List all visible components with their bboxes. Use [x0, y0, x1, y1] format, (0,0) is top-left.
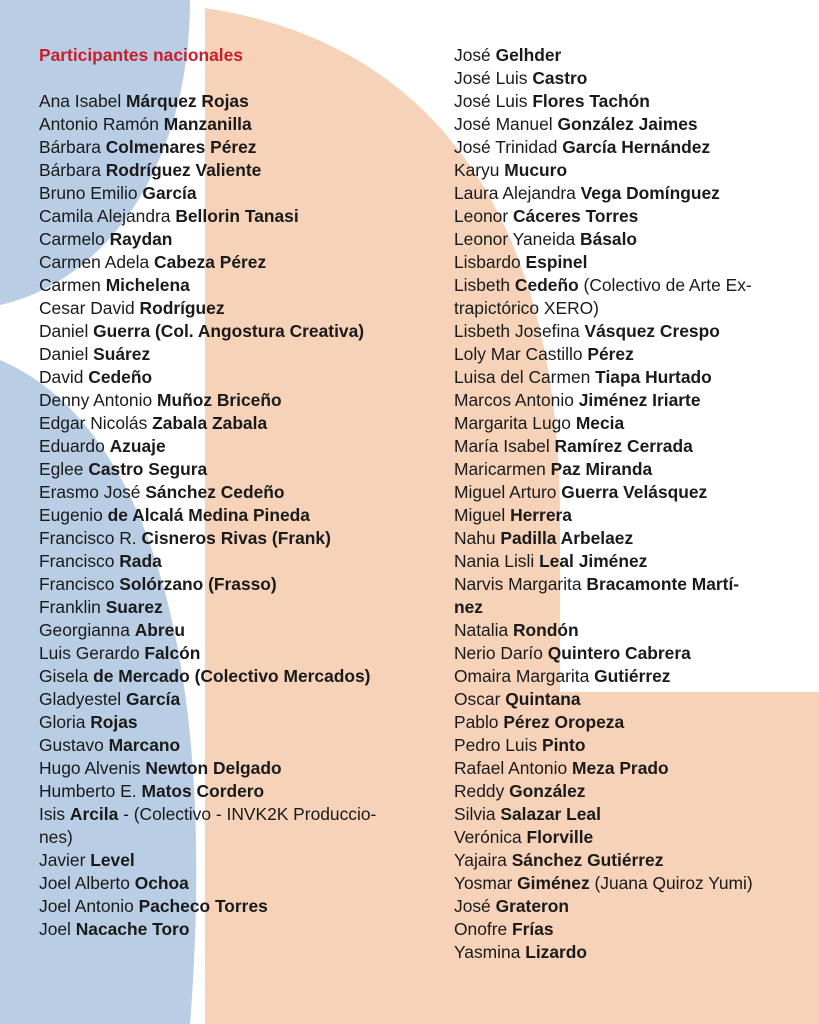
participant-entry [454, 688, 804, 711]
participant-given-name: Francisco R. [39, 528, 142, 548]
participant-entry [454, 182, 804, 205]
participant-entry [39, 435, 439, 458]
participant-given-name: Reddy [454, 781, 510, 801]
participant-entry [454, 780, 804, 803]
participant-given-name: Loly Mar Castillo [454, 344, 588, 364]
participant-surname: Pacheco Torres [138, 896, 268, 916]
participant-given-name: Daniel [39, 321, 94, 341]
participant-entry [454, 596, 804, 619]
participant-given-name: José Trinidad [454, 137, 563, 157]
participant-given-name: Miguel Arturo [454, 482, 562, 502]
participant-surname: Pinto [541, 735, 586, 755]
participant-given-name: Leonor [454, 206, 513, 226]
participant-surname: Cisneros Rivas (Frank) [141, 528, 331, 548]
participant-entry [454, 619, 804, 642]
participant-entry [454, 849, 804, 872]
participant-entry [39, 90, 439, 113]
participant-surname: Herrera [510, 505, 572, 525]
participant-surname: Suárez [93, 344, 151, 364]
participant-entry [454, 573, 804, 596]
participant-surname: Cabeza Pérez [154, 252, 267, 272]
participant-given-name: Lisbeth [454, 275, 515, 295]
participant-surname: de Alcalá Medina Pineda [107, 505, 310, 525]
participant-entry [454, 665, 804, 688]
participant-entry [454, 734, 804, 757]
participant-entry [39, 642, 439, 665]
participant-given-name: María Isabel [454, 436, 555, 456]
participant-given-name: Laura Alejandra [454, 183, 581, 203]
participant-surname: Rodríguez [139, 298, 225, 318]
participant-surname: Vásquez Crespo [584, 321, 720, 341]
participant-surname: Ochoa [134, 873, 189, 893]
participant-given-name: Maricarmen [454, 459, 551, 479]
participant-surname: Jiménez Iriarte [578, 390, 701, 410]
participant-surname: Mucuro [504, 160, 568, 180]
participant-given-name: Gustavo [39, 735, 109, 755]
participant-given-name: Ana Isabel [39, 91, 127, 111]
participant-surname: Castro Segura [88, 459, 208, 479]
participant-surname: Lizardo [525, 942, 588, 962]
participant-given-name: Franklin [39, 597, 106, 617]
participant-entry [39, 366, 439, 389]
participant-given-name: Nerio Darío [454, 643, 548, 663]
participant-surname: Castro [532, 68, 588, 88]
participant-given-name: David [39, 367, 89, 387]
participant-surname: Salazar Leal [500, 804, 601, 824]
participant-entry [454, 136, 804, 159]
participant-given-name: Luis Gerardo [39, 643, 145, 663]
participant-entry [454, 711, 804, 734]
participant-entry [39, 757, 439, 780]
participant-given-name: (Juana Quiroz Yumi) [589, 873, 753, 893]
participant-given-name: José Luis [454, 68, 533, 88]
participant-given-name: Marcos Antonio [454, 390, 579, 410]
left-column [39, 44, 439, 941]
participant-surname: Paz Miranda [550, 459, 653, 479]
participant-entry [39, 251, 439, 274]
participant-entry [454, 918, 804, 941]
participant-surname: Cedeño [514, 275, 579, 295]
participant-entry [454, 527, 804, 550]
participant-entry [454, 642, 804, 665]
participant-given-name: Pedro Luis [454, 735, 542, 755]
participant-entry [39, 527, 439, 550]
participant-given-name: Onofre [454, 919, 512, 939]
participant-entry [39, 320, 439, 343]
participant-given-name: Nania Lisli [454, 551, 540, 571]
participant-entry [39, 412, 439, 435]
participant-surname: Solórzano (Frasso) [119, 574, 277, 594]
participant-surname: Marcano [108, 735, 181, 755]
participant-given-name: Bruno Emilio [39, 183, 143, 203]
participant-surname: Básalo [580, 229, 638, 249]
participant-entry [454, 67, 804, 90]
participant-entry [454, 550, 804, 573]
participant-entry [454, 159, 804, 182]
participant-entry [454, 458, 804, 481]
participant-entry [39, 481, 439, 504]
participant-entry [454, 320, 804, 343]
participant-given-name: Karyu [454, 160, 505, 180]
participant-entry [454, 504, 804, 527]
participant-entry [454, 44, 804, 67]
participant-surname: Tiapa Hurtado [595, 367, 712, 387]
participant-given-name: Natalia [454, 620, 513, 640]
participants-list-right [454, 44, 804, 964]
participant-entry [454, 803, 804, 826]
participant-surname: Rodríguez Valiente [105, 160, 262, 180]
participant-entry [39, 274, 439, 297]
participant-surname: Newton Delgado [145, 758, 282, 778]
participant-surname: Flores Tachón [532, 91, 650, 111]
participant-given-name: Joel Antonio [39, 896, 139, 916]
participant-given-name: Narvis Margarita [454, 574, 587, 594]
participant-entry [39, 550, 439, 573]
participant-given-name: Pablo [454, 712, 504, 732]
participant-given-name: Silvia [454, 804, 501, 824]
participant-entry [39, 849, 439, 872]
participant-given-name: Carmelo [39, 229, 110, 249]
participant-entry [454, 251, 804, 274]
participant-given-name: Erasmo José [39, 482, 146, 502]
participant-given-name: Joel [39, 919, 76, 939]
participant-surname: Mecia [575, 413, 625, 433]
participant-given-name: Bárbara [39, 160, 106, 180]
participant-entry [39, 665, 439, 688]
participant-given-name: Margarita Lugo [454, 413, 576, 433]
participant-surname: Zabala Zabala [152, 413, 268, 433]
participant-entry [39, 872, 439, 895]
participant-surname: Manzanilla [163, 114, 252, 134]
participant-entry [39, 458, 439, 481]
participant-entry [39, 826, 439, 849]
participant-surname: Gutiérrez [594, 666, 671, 686]
participant-given-name: Bárbara [39, 137, 106, 157]
participant-given-name: Miguel [454, 505, 511, 525]
participant-surname: Meza Prado [571, 758, 669, 778]
participant-given-name: Yajaira [454, 850, 512, 870]
participant-entry [454, 297, 804, 320]
participant-surname: Sánchez Gutiérrez [511, 850, 664, 870]
participant-surname: Falcón [144, 643, 201, 663]
participant-entry [454, 274, 804, 297]
participant-surname: Sánchez Cedeño [145, 482, 285, 502]
participant-entry [454, 435, 804, 458]
participant-entry [39, 803, 439, 826]
participant-surname: Pérez [587, 344, 634, 364]
participant-surname: González [509, 781, 586, 801]
participant-surname: Nacache Toro [75, 919, 190, 939]
participant-surname: Abreu [134, 620, 185, 640]
participant-given-name: Hugo Alvenis [39, 758, 146, 778]
participant-surname: Giménez [517, 873, 590, 893]
participant-entry [39, 182, 439, 205]
participant-surname: Espinel [525, 252, 588, 272]
participant-surname: Ramírez Cerrada [554, 436, 693, 456]
participant-given-name: Eduardo [39, 436, 110, 456]
participant-entry [454, 481, 804, 504]
participant-entry [454, 895, 804, 918]
participant-surname: Leal Jiménez [539, 551, 648, 571]
participant-given-name: Verónica [454, 827, 527, 847]
participant-given-name: Rafael Antonio [454, 758, 572, 778]
participant-surname: Matos Cordero [141, 781, 265, 801]
participant-entry [39, 389, 439, 412]
participant-entry [39, 573, 439, 596]
participant-given-name: Nahu [454, 528, 501, 548]
participant-entry [39, 159, 439, 182]
participant-entry [39, 297, 439, 320]
participant-given-name: Joel Alberto [39, 873, 135, 893]
participant-surname: Azuaje [109, 436, 166, 456]
participant-surname: Pérez Oropeza [503, 712, 625, 732]
participant-given-name: Yasmina [454, 942, 526, 962]
participant-surname: Raydan [109, 229, 173, 249]
participant-entry [454, 113, 804, 136]
participant-given-name: Gisela [39, 666, 94, 686]
participant-entry [454, 343, 804, 366]
participant-given-name: Carmen Adela [39, 252, 155, 272]
participant-entry [454, 228, 804, 251]
section-heading: Participantes nacionales [39, 45, 243, 65]
participant-entry [454, 826, 804, 849]
participant-given-name: Isis [39, 804, 70, 824]
participant-entry [454, 872, 804, 895]
participant-given-name: Francisco [39, 574, 120, 594]
participant-entry [39, 343, 439, 366]
participant-given-name: Lisbardo [454, 252, 526, 272]
participant-entry [39, 205, 439, 228]
participant-given-name: Gloria [39, 712, 91, 732]
participant-surname: Bellorin Tanasi [175, 206, 299, 226]
participant-given-name: Humberto E. [39, 781, 142, 801]
participant-given-name: Luisa del Carmen [454, 367, 596, 387]
participant-given-name: José [454, 896, 496, 916]
participant-given-name: Eglee [39, 459, 89, 479]
participant-surname: Guerra Velásquez [561, 482, 708, 502]
participant-surname: Quintero Cabrera [547, 643, 691, 663]
participant-surname: Quintana [505, 689, 581, 709]
participant-given-name: Omaira Margarita [454, 666, 595, 686]
participant-given-name: Georgianna [39, 620, 135, 640]
participant-entry [454, 412, 804, 435]
participant-surname: nez [454, 597, 483, 617]
participant-surname: Florville [526, 827, 594, 847]
participant-surname: Colmenares Pérez [105, 137, 257, 157]
participant-given-name: Oscar [454, 689, 506, 709]
participant-surname: Padilla Arbelaez [500, 528, 634, 548]
participant-surname: García [126, 689, 181, 709]
participant-entry [39, 619, 439, 642]
participant-surname: Rondón [512, 620, 579, 640]
participant-entry [39, 504, 439, 527]
participant-given-name: Lisbeth Josefina [454, 321, 585, 341]
participant-surname: Rojas [90, 712, 138, 732]
participant-surname: González Jaimes [557, 114, 698, 134]
participant-surname: García Hernández [562, 137, 711, 157]
participant-entry [39, 113, 439, 136]
participant-given-name: Antonio Ramón [39, 114, 164, 134]
participants-list-left [39, 90, 439, 941]
participant-surname: Suarez [105, 597, 163, 617]
participant-surname: Cedeño [88, 367, 153, 387]
participant-given-name: - (Colectivo - INVK2K Produccio- [118, 804, 377, 824]
participant-given-name: Eugenio [39, 505, 108, 525]
participant-given-name: Francisco [39, 551, 120, 571]
participant-surname: de Mercado (Colectivo Mercados) [93, 666, 371, 686]
participant-given-name: Denny Antonio [39, 390, 157, 410]
participant-entry [454, 90, 804, 113]
participant-entry [454, 389, 804, 412]
participant-entry [39, 228, 439, 251]
participant-given-name: (Colectivo de Arte Ex- [578, 275, 752, 295]
participant-surname: Arcila [69, 804, 119, 824]
participant-entry [39, 780, 439, 803]
right-column [454, 44, 804, 964]
participant-surname: Muñoz Briceño [156, 390, 282, 410]
participant-given-name: Camila Alejandra [39, 206, 176, 226]
participant-given-name: Gladyestel [39, 689, 126, 709]
participant-given-name: Edgar Nicolás [39, 413, 153, 433]
participant-given-name: Carmen [39, 275, 106, 295]
participant-given-name: nes) [39, 827, 73, 847]
participant-surname: Vega Domínguez [580, 183, 720, 203]
participant-given-name: Yosmar [454, 873, 518, 893]
participant-entry [39, 918, 439, 941]
participant-entry [454, 757, 804, 780]
participant-surname: Grateron [495, 896, 570, 916]
participant-surname: Rada [119, 551, 162, 571]
participant-surname: Michelena [105, 275, 190, 295]
participant-given-name: Daniel [39, 344, 94, 364]
participant-given-name: José Manuel [454, 114, 558, 134]
participant-entry [39, 688, 439, 711]
participant-entry [454, 366, 804, 389]
participant-given-name: José Luis [454, 91, 533, 111]
participant-given-name: trapictórico XERO) [454, 298, 599, 318]
participant-entry [454, 205, 804, 228]
participant-surname: Guerra (Col. Angostura Creativa) [93, 321, 365, 341]
participant-surname: Level [90, 850, 135, 870]
participant-surname: Gelhder [495, 45, 562, 65]
participant-surname: Cáceres Torres [512, 206, 639, 226]
participant-surname: García [142, 183, 197, 203]
participant-given-name: Cesar David [39, 298, 140, 318]
participant-surname: Frías [512, 919, 554, 939]
participant-given-name: Javier [39, 850, 91, 870]
participant-entry [39, 136, 439, 159]
participant-entry [454, 941, 804, 964]
participant-entry [39, 895, 439, 918]
participant-surname: Bracamonte Martí- [586, 574, 740, 594]
participant-surname: Márquez Rojas [126, 91, 249, 111]
participant-entry [39, 711, 439, 734]
participant-given-name: José [454, 45, 496, 65]
participant-given-name: Leonor Yaneida [454, 229, 581, 249]
participant-entry [39, 596, 439, 619]
participant-entry [39, 734, 439, 757]
